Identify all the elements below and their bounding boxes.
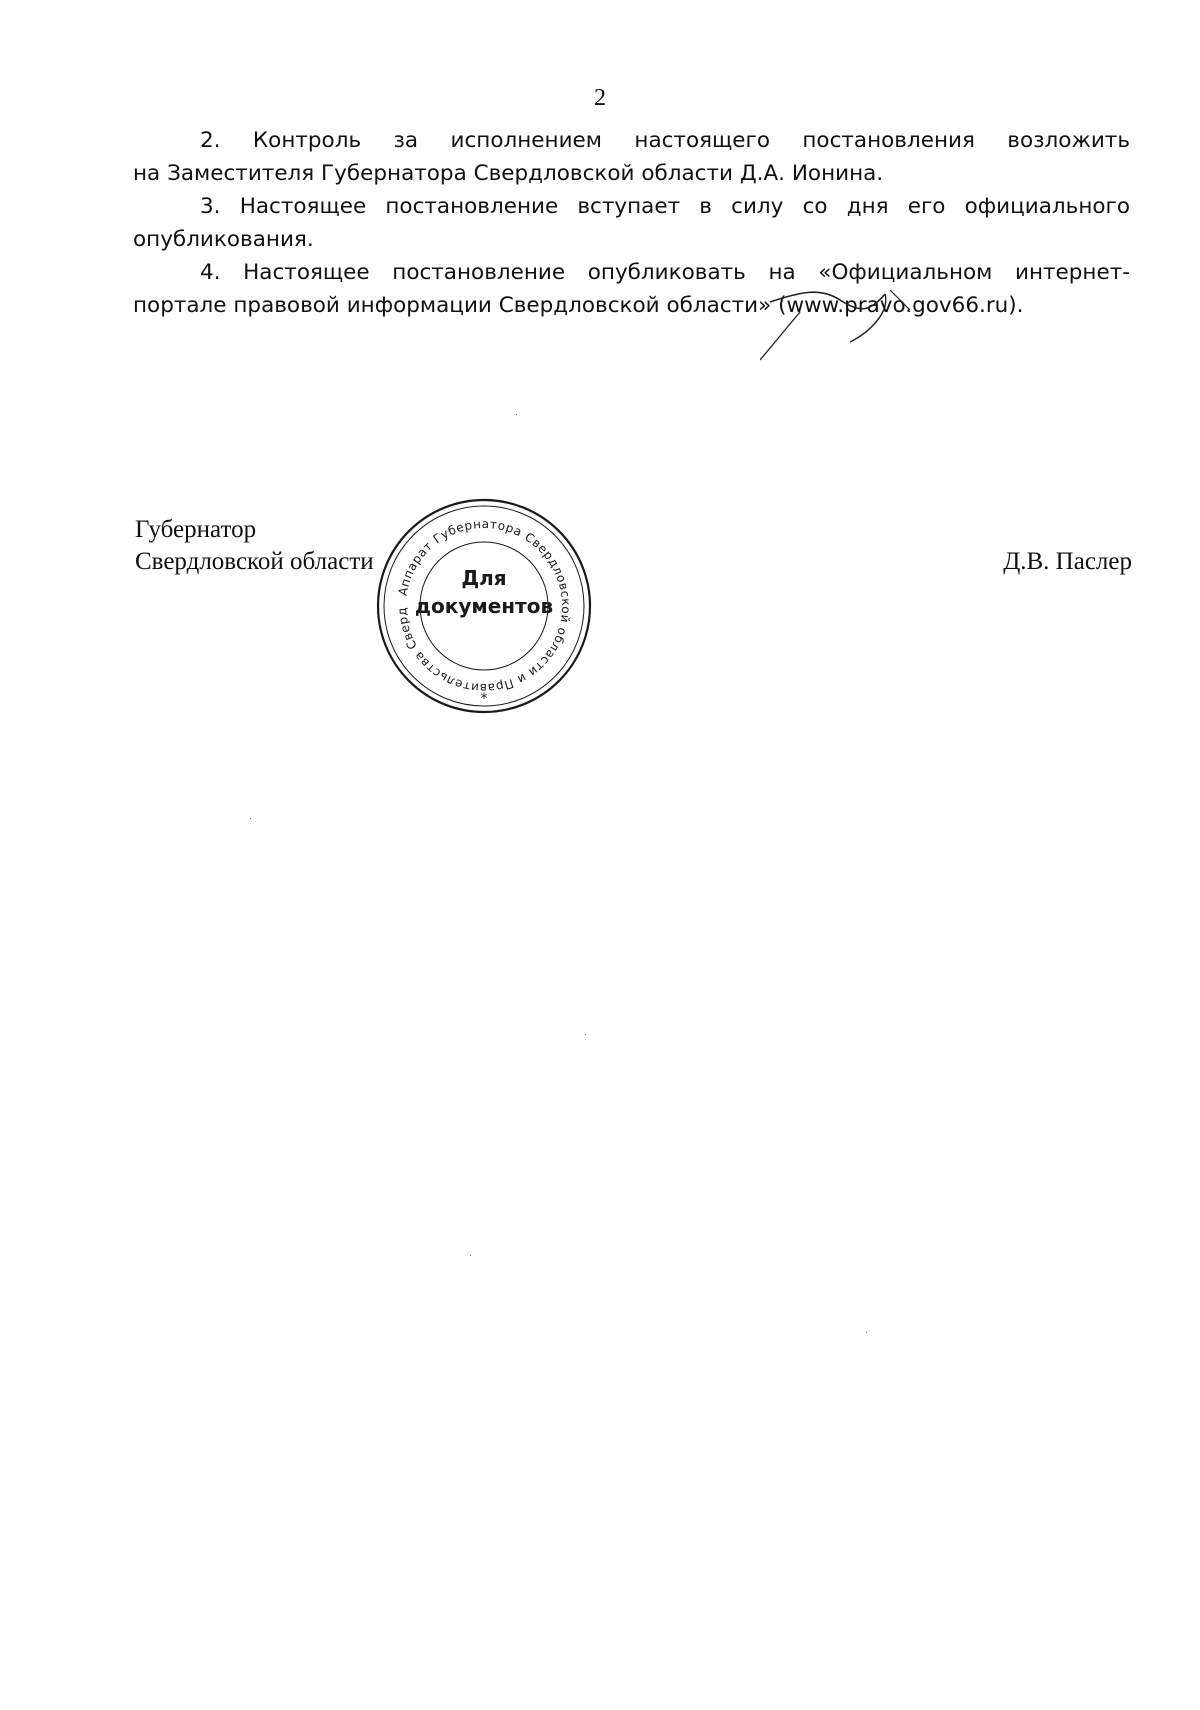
paragraph-line: на Заместителя Губернатора Свердловской области Д.А. Ионина. [133,161,884,186]
scan-speck [585,1034,586,1035]
scan-speck [866,1332,867,1333]
scan-speck [516,414,517,415]
paragraph-effective-date [133,190,1130,256]
paragraph-line: 2. Контроль за исполнением настоящего постановления возложить [200,128,1130,153]
scan-speck [250,818,251,819]
paragraph-line: портале правовой информации Свердловской области» (www.pravo.gov66.ru). [133,293,1024,318]
signatory-position [135,514,374,578]
handwritten-signature [760,282,960,362]
stamp-star: * [480,691,488,707]
stamp-center-text [374,564,594,620]
paragraph-line: 4. Настоящее постановление опубликовать на «Официальном интернет- [200,260,1130,285]
signatory-position-line: Свердловской области [135,548,374,575]
paragraph-line: опубликования. [133,227,314,252]
paragraph-line: 3. Настоящее постановление вступает в силу со дня его официального [200,194,1130,219]
official-stamp [374,496,594,716]
scan-speck [470,1255,471,1256]
page-number: 2 [594,85,606,111]
stamp-center-line: документов [414,594,554,618]
stamp-ring-text: Аппарат Губернатора Свердловской области и Правительства Сверд [394,516,574,696]
document-body [133,124,1130,322]
paragraph-publication [133,256,1130,322]
stamp-center-line: Для [461,566,507,590]
signatory-position-line: Губернатор [135,516,257,543]
paragraph-control [133,124,1130,190]
signatory-name: Д.В. Паслер [1003,548,1132,575]
